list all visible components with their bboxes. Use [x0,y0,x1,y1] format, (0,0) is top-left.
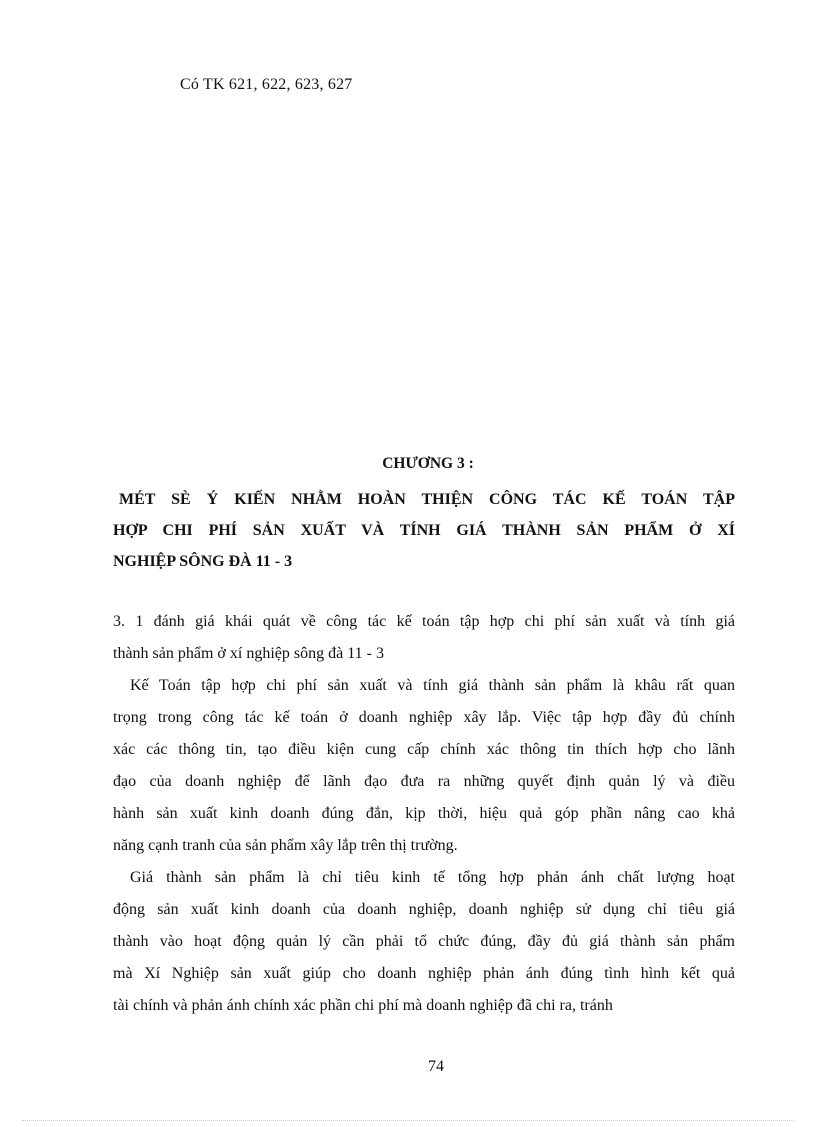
paragraph-line: xác các thông tin, tạo điều kiện cung cấp chính xác thông tin thích hợp cho lãnh [113,741,735,758]
page-bottom-divider [22,1120,794,1121]
paragraph-line: Giá thành sản phẩm là chỉ tiêu kinh tế tổng hợp phản ánh chất lượng hoạt [130,869,735,886]
chapter-title-line: NGHIỆP SÔNG ĐÀ 11 - 3 [113,553,293,570]
chapter-title [113,484,735,577]
paragraph-line: hành sản xuất kinh doanh đúng đắn, kịp thời, hiệu quả góp phần nâng cao khả [113,805,735,822]
body-text [113,606,735,1022]
section-heading-line: 3. 1 đánh giá khái quát về công tác kế toán tập hợp chi phí sản xuất và tính giá [113,613,735,630]
account-credit-line: Có TK 621, 622, 623, 627 [180,76,353,93]
paragraph-line: tài chính và phản ánh chính xác phần chi phí mà doanh nghiệp đã chi ra, tránh [113,997,613,1014]
paragraph-line: đạo của doanh nghiệp để lãnh đạo đưa ra những quyết định quản lý và điều [113,773,735,790]
paragraph-line: năng cạnh tranh của sản phẩm xây lắp trên thị trường. [113,837,458,854]
section-heading-line: thành sản phẩm ở xí nghiệp sông đà 11 - 3 [113,645,384,662]
paragraph-line: thành vào hoạt động quản lý cần phải tổ chức đúng, đầy đủ giá thành sản phẩm [113,933,735,950]
paragraph-line: động sản xuất kinh doanh của doanh nghiệp, doanh nghiệp sử dụng chỉ tiêu giá [113,901,735,918]
chapter-title-line: HỢP CHI PHÍ SẢN XUẤT VÀ TÍNH GIÁ THÀNH SẢN PHẨM Ở XÍ [113,522,735,539]
paragraph-line: Kế Toán tập hợp chi phí sản xuất và tính giá thành sản phẩm là khâu rất quan [130,677,735,694]
page-number: 74 [428,1058,444,1075]
chapter-number: CHƯƠNG 3 : [382,455,474,472]
chapter-title-line: MÉT SÈ Ý KIẾN NHẰM HOÀN THIỆN CÔNG TÁC KẾ TOÁN TẬP [119,491,735,508]
paragraph-line: mà Xí Nghiệp sản xuất giúp cho doanh nghiệp phản ánh đúng tình hình kết quả [113,965,735,982]
paragraph-line: trọng trong công tác kế toán ở doanh nghiệp xây lắp. Việc tập hợp đầy đủ chính [113,709,735,726]
